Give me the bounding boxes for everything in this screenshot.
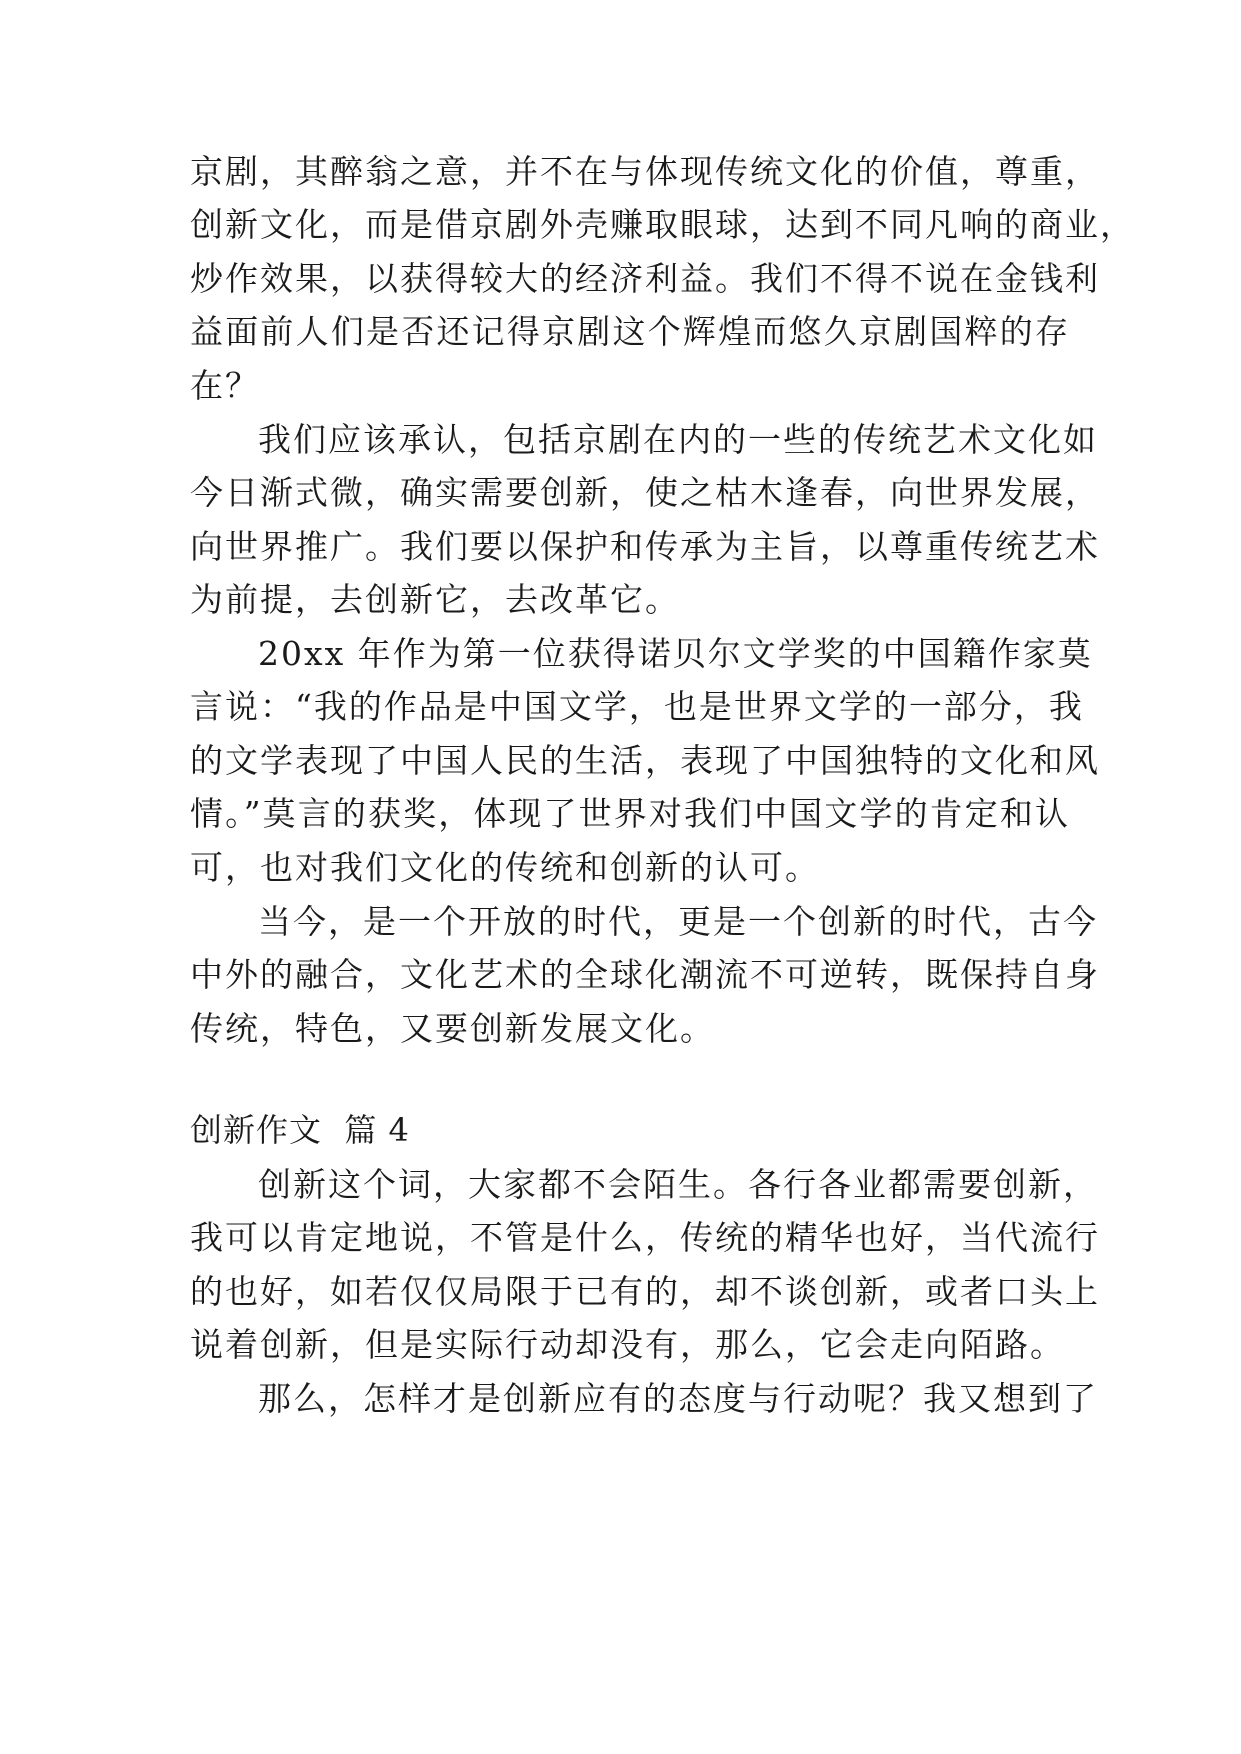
paragraph-line: 20xx 年作为第一位获得诺贝尔文学奖的中国籍作家莫	[258, 634, 1093, 673]
paragraph-line: 今日渐式微，确实需要创新，使之枯木逢春，向世界发展，	[190, 473, 1100, 512]
paragraph-line: 的也好，如若仅仅局限于已有的，却不谈创新，或者口头上	[190, 1272, 1100, 1311]
paragraph-line: 中外的融合，文化艺术的全球化潮流不可逆转，既保持自身	[190, 955, 1100, 994]
paragraph-line: 那么，怎样才是创新应有的态度与行动呢？我又想到了	[258, 1379, 1098, 1418]
paragraph-line: 的文学表现了中国人民的生活，表现了中国独特的文化和风	[190, 741, 1100, 780]
paragraph-line: 在？	[190, 366, 260, 405]
section-heading: 创新作文 篇 4	[190, 1111, 410, 1149]
paragraph-line: 言说：“我的作品是中国文学，也是世界文学的一部分，我	[190, 687, 1084, 726]
paragraph-line: 我们应该承认，包括京剧在内的一些的传统艺术文化如	[258, 420, 1098, 459]
paragraph-line: 向世界推广。我们要以保护和传承为主旨，以尊重传统艺术	[190, 527, 1100, 566]
paragraph-line: 当今，是一个开放的时代，更是一个创新的时代，古今	[258, 902, 1098, 941]
paragraph-line: 益面前人们是否还记得京剧这个辉煌而悠久京剧国粹的存	[190, 312, 1070, 351]
paragraph-line: 为前提，去创新它，去改革它。	[190, 580, 680, 619]
paragraph-line: 创新这个词，大家都不会陌生。各行各业都需要创新，	[258, 1165, 1098, 1204]
paragraph-line: 传统，特色，又要创新发展文化。	[190, 1009, 715, 1048]
paragraph-line: 情。”莫言的获奖，体现了世界对我们中国文学的肯定和认	[190, 794, 1070, 833]
paragraph-line: 我可以肯定地说，不管是什么，传统的精华也好，当代流行	[190, 1218, 1100, 1257]
paragraph-line: 说着创新，但是实际行动却没有，那么，它会走向陌路。	[190, 1325, 1065, 1364]
paragraph-line: 可，也对我们文化的传统和创新的认可。	[190, 848, 820, 887]
paragraph-line: 创新文化，而是借京剧外壳赚取眼球，达到不同凡响的商业，	[190, 205, 1135, 244]
paragraph-line: 京剧，其醉翁之意，并不在与体现传统文化的价值，尊重，	[190, 152, 1100, 191]
paragraph-line: 炒作效果，以获得较大的经济利益。我们不得不说在金钱利	[190, 259, 1100, 298]
